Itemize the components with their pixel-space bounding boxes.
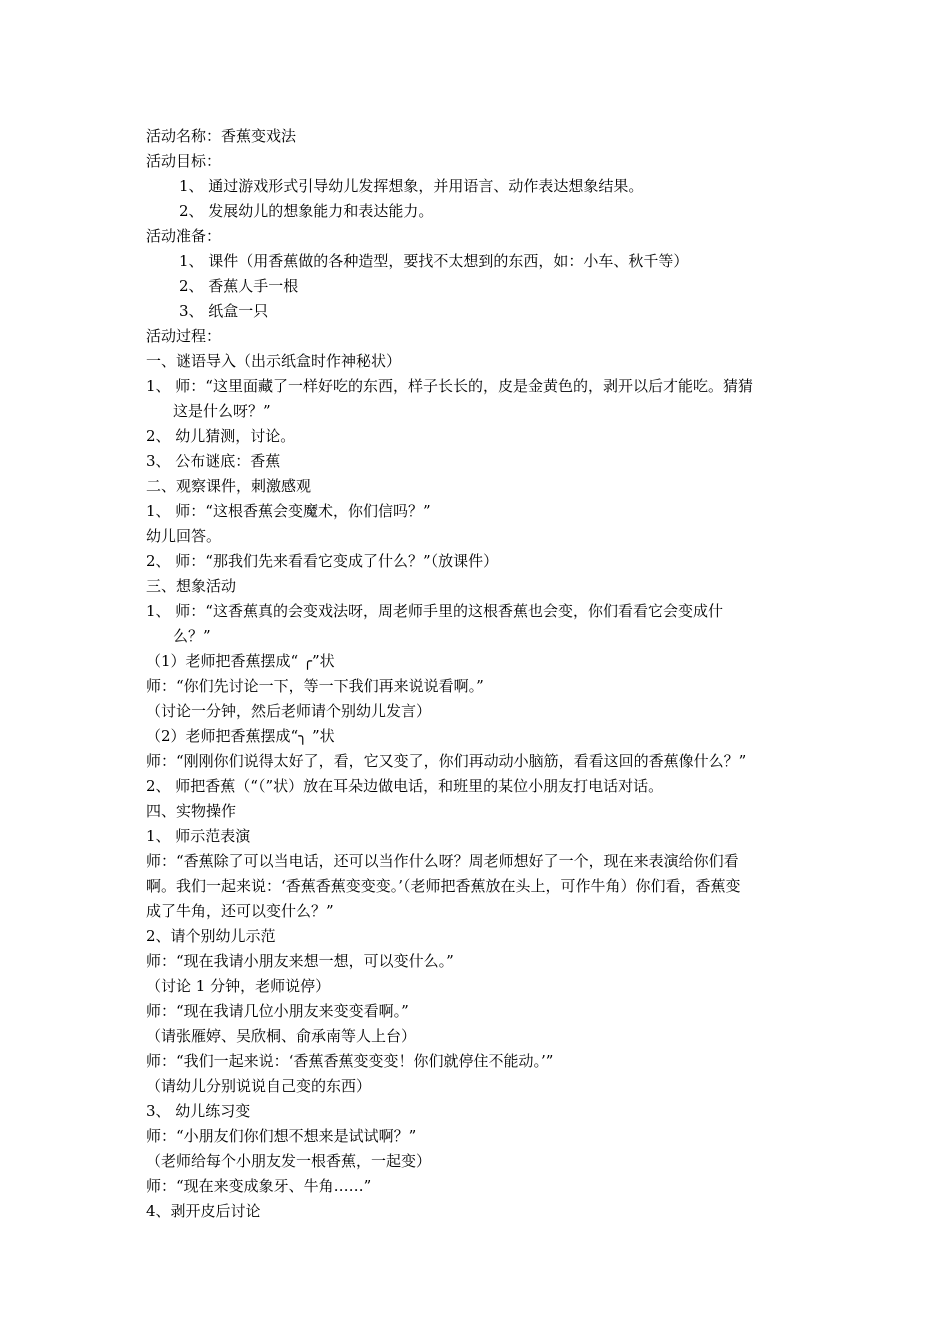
section-heading: 二、观察课件，刺激感观 bbox=[146, 477, 312, 495]
paragraph-line: （请幼儿分别说说自己变的东西） bbox=[146, 1077, 372, 1095]
paragraph-line: 3、 公布谜底：香蕉 bbox=[146, 452, 281, 470]
paragraph-line: 2、 师：“那我们先来看看它变成了什么？”（放课件） bbox=[146, 552, 499, 570]
paragraph-line: 3、 幼儿练习变 bbox=[146, 1102, 251, 1120]
prep-heading: 活动准备： bbox=[146, 227, 222, 245]
process-heading: 活动过程： bbox=[146, 327, 222, 345]
paragraph-line: 师：“我们一起来说：‘香蕉香蕉变变变！你们就停住不能动。’” bbox=[146, 1052, 554, 1070]
paragraph-line: 这是什么呀？” bbox=[173, 402, 271, 420]
goal-item: 1、 通过游戏形式引导幼儿发挥想象，并用语言、动作表达想象结果。 bbox=[179, 177, 644, 195]
paragraph-line: 师：“现在我请小朋友来想一想，可以变什么。” bbox=[146, 952, 454, 970]
section-heading: 一、谜语导入（出示纸盒时作神秘状） bbox=[146, 352, 402, 370]
section-heading: 三、想象活动 bbox=[146, 577, 237, 595]
paragraph-line: 1、 师：“这根香蕉会变魔术，你们信吗？” bbox=[146, 502, 431, 520]
goals-heading: 活动目标： bbox=[146, 152, 222, 170]
paragraph-line: 1、 师：“这香蕉真的会变戏法呀，周老师手里的这根香蕉也会变，你们看看它会变成什 bbox=[146, 602, 723, 620]
paragraph-line: 师：“你们先讨论一下，等一下我们再来说说看啊。” bbox=[146, 677, 484, 695]
section-heading: 四、实物操作 bbox=[146, 802, 237, 820]
prep-item: 1、 课件（用香蕉做的各种造型，要找不太想到的东西，如：小车、秋千等） bbox=[179, 252, 689, 270]
paragraph-line: 2、请个别幼儿示范 bbox=[146, 927, 276, 945]
paragraph-line: 师：“现在我请几位小朋友来变变看啊。” bbox=[146, 1002, 409, 1020]
goal-item: 2、 发展幼儿的想象能力和表达能力。 bbox=[179, 202, 434, 220]
paragraph-line: 2、 师把香蕉（“（”状）放在耳朵边做电话，和班里的某位小朋友打电话对话。 bbox=[146, 777, 664, 795]
paragraph-line: 2、 幼儿猜测，讨论。 bbox=[146, 427, 296, 445]
paragraph-line: 师：“现在来变成象牙、牛角……” bbox=[146, 1177, 372, 1195]
paragraph-line: 啊。我们一起来说：‘香蕉香蕉变变变。’（老师把香蕉放在头上，可作牛角）你们看，香蕉变 bbox=[146, 877, 741, 895]
paragraph-line: 4、剥开皮后讨论 bbox=[146, 1202, 261, 1220]
document-body bbox=[146, 124, 816, 1224]
paragraph-line: （讨论一分钟，然后老师请个别幼儿发言） bbox=[146, 702, 432, 720]
paragraph-line: 师：“小朋友们你们想不想来是试试啊？” bbox=[146, 1127, 417, 1145]
paragraph-line: （请张雁婷、吴欣桐、俞承南等人上台） bbox=[146, 1027, 417, 1045]
paragraph-line: 师：“刚刚你们说得太好了，看，它又变了，你们再动动小脑筋，看看这回的香蕉像什么？” bbox=[146, 752, 747, 770]
prep-item: 3、 纸盒一只 bbox=[179, 302, 269, 320]
activity-name: 活动名称：香蕉变戏法 bbox=[146, 127, 297, 145]
paragraph-line: 么？” bbox=[173, 627, 211, 645]
paragraph-line: 1、 师示范表演 bbox=[146, 827, 251, 845]
paragraph-line: 幼儿回答。 bbox=[146, 527, 222, 545]
paragraph-line: 成了牛角，还可以变什么？” bbox=[146, 902, 334, 920]
paragraph-line: 师：“香蕉除了可以当电话，还可以当作什么呀？周老师想好了一个，现在来表演给你们看 bbox=[146, 852, 739, 870]
paragraph-line: （2）老师把香蕉摆成“╮ ”状 bbox=[146, 727, 335, 745]
prep-item: 2、 香蕉人手一根 bbox=[179, 277, 299, 295]
paragraph-line: （1）老师把香蕉摆成“ ╭”状 bbox=[146, 652, 335, 670]
paragraph-line: （老师给每个小朋友发一根香蕉，一起变） bbox=[146, 1152, 432, 1170]
paragraph-line: （讨论 1 分钟，老师说停） bbox=[146, 977, 331, 995]
paragraph-line: 1、 师：“这里面藏了一样好吃的东西，样子长长的，皮是金黄色的，剥开以后才能吃。猜猜 bbox=[146, 377, 753, 395]
